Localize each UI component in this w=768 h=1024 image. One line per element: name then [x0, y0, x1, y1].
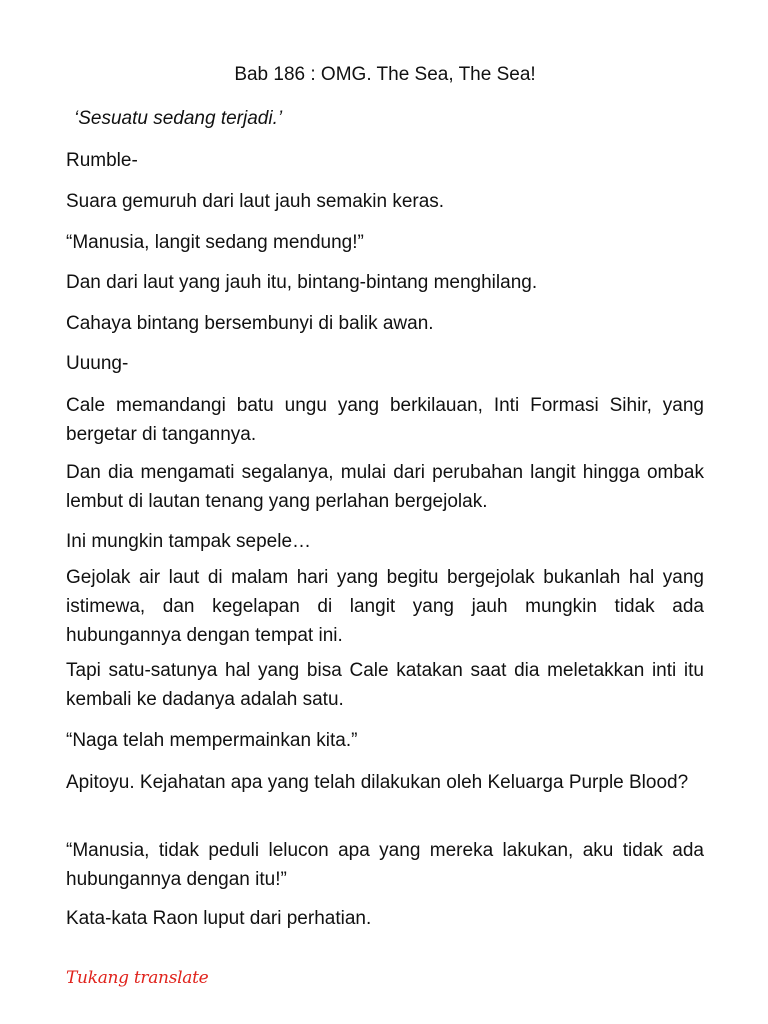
- document-page: [66, 0, 704, 1024]
- paragraph-4: “Manusia, langit sedang mendung!”: [66, 232, 364, 253]
- paragraph-7: Uuung-: [66, 353, 129, 374]
- paragraph-14: Apitoyu. Kejahatan apa yang telah dilakukan oleh Keluarga Purple Blood?: [66, 772, 689, 793]
- paragraph-13: “Naga telah mempermainkan kita.”: [66, 730, 358, 751]
- paragraph-8: Cale memandangi batu ungu yang berkilauan, Inti Formasi Sihir, yang bergetar di tangannya.: [66, 395, 704, 445]
- chapter-title: Bab 186 : OMG. The Sea, The Sea!: [234, 64, 536, 85]
- paragraph-16: Kata-kata Raon luput dari perhatian.: [66, 908, 372, 929]
- paragraph-11: Gejolak air laut di malam hari yang begitu bergejolak bukanlah hal yang istimewa, dan kegelapan di langit yang jauh mungkin tidak ada hubungannya dengan tempat ini.: [66, 567, 704, 646]
- paragraph-12: Tapi satu-satunya hal yang bisa Cale katakan saat dia meletakkan inti itu kembali ke dadanya adalah satu.: [66, 660, 704, 710]
- paragraph-3: Suara gemuruh dari laut jauh semakin keras.: [66, 191, 445, 212]
- paragraph-6: Cahaya bintang bersembunyi di balik awan.: [66, 313, 434, 334]
- paragraph-5: Dan dari laut yang jauh itu, bintang-bintang menghilang.: [66, 272, 538, 293]
- paragraph-1: ‘Sesuatu sedang terjadi.’: [74, 108, 283, 129]
- paragraph-9: Dan dia mengamati segalanya, mulai dari perubahan langit hingga ombak lembut di lautan tenang yang perlahan bergejolak.: [66, 462, 704, 512]
- watermark: Tukang translate: [66, 968, 209, 988]
- paragraph-15: “Manusia, tidak peduli lelucon apa yang mereka lakukan, aku tidak ada hubungannya dengan itu!”: [66, 840, 704, 890]
- paragraph-10: Ini mungkin tampak sepele…: [66, 531, 312, 552]
- paragraph-2: Rumble-: [66, 150, 138, 171]
